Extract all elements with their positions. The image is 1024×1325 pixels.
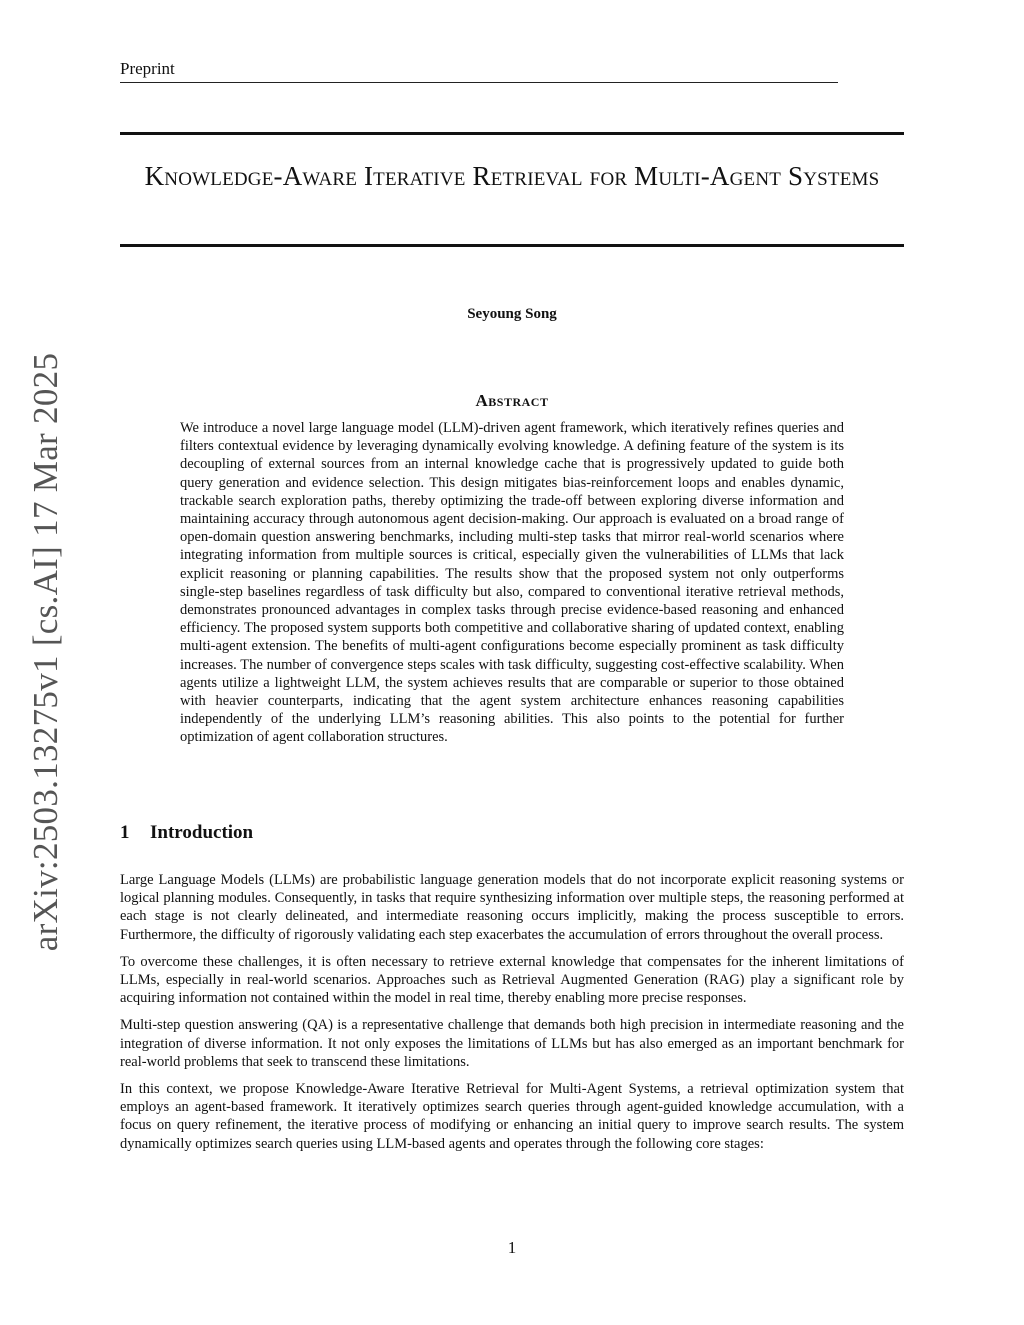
section-number: 1: [120, 822, 130, 843]
section-heading: [120, 822, 904, 844]
abstract-heading: Abstract: [475, 391, 549, 410]
section-title: Introduction: [150, 822, 254, 843]
title-rule-bottom: [120, 244, 904, 247]
arxiv-identifier[interactable]: arXiv:2503.13275v1 [cs.AI] 17 Mar 2025: [26, 352, 65, 952]
paper-title: Knowledge-Aware Iterative Retrieval for Multi-Agent Systems: [144, 161, 880, 191]
title-rule-top: [120, 132, 904, 135]
page-number: 1: [507, 1238, 517, 1257]
paragraph: Large Language Models (LLMs) are probabilistic language generation models that do not incorporate explicit reasoning systems or logical planning modules. Consequently, in tasks that require synthesizing information over multiple steps, the reasoning performed at each stage is not clearly delineated, and intermediate reasoning occurs implicitly, making the process susceptible to errors. Furthermore, the difficulty of rigorously validating each step exacerbates the accumulation of errors throughout the overall process.: [120, 872, 904, 943]
paragraph: In this context, we propose Knowledge-Aware Iterative Retrieval for Multi-Agent Systems, a retrieval optimization system that employs an agent-based framework. It iteratively optimizes search queries through agent-guided knowledge accumulation, with a focus on query refinement, the iterative process of modifying or enhancing an initial query to improve search results. The system dynamically optimizes search queries using LLM-based agents and operates through the following core stages:: [120, 1081, 904, 1152]
running-header: Preprint: [120, 58, 838, 83]
introduction-body: [120, 871, 904, 1162]
author-name: Seyoung Song: [467, 306, 557, 322]
paragraph: To overcome these challenges, it is often necessary to retrieve external knowledge that compensates for the inherent limitations of LLMs, especially in real-world scenarios. Approaches such as Retrieval Augmented Generation (RAG) play a significant role by acquiring information not contained within the model in real time, thereby enabling more precise responses.: [120, 953, 904, 1007]
paragraph: Multi-step question answering (QA) is a representative challenge that demands both high precision in intermediate reasoning and the integration of diverse information. It not only exposes the limitations of LLMs but has also emerged as an important benchmark for real-world problems that seek to transcend these limitations.: [120, 1017, 904, 1070]
abstract-text: We introduce a novel large language model (LLM)-driven agent framework, which iteratively refines queries and filters contextual evidence by leveraging dynamically evolving knowledge. A defining feature of the system is its decoupling of external sources from an internal knowledge cache that is progressively updated to guide both query generation and evidence selection. This design mitigates bias-reinforcement loops and enables dynamic, trackable search exploration paths, thereby optimizing the trade-off between exploring diverse information and maintaining accuracy through autonomous agent decision-making. Our approach is evaluated on a broad range of open-domain question answering benchmarks, including multi-step tasks that mirror real-world scenarios where integrating information from multiple sources is critical, especially given the vulnerabilities of LLMs that lack explicit reasoning or planning capabilities. The results show that the proposed system not only outperforms single-step baselines regardless of task difficulty but also, compared to conventional iterative retrieval methods, demonstrates pronounced advantages in complex tasks through precise evidence-based reasoning and enhanced efficiency. The proposed system supports both competitive and collaborative sharing of updated context, enabling multi-agent extension. The benefits of multi-agent configurations become especially prominent as task difficulty increases. The number of convergence steps scales with task difficulty, suggesting cost-effective scalability. When agents utilize a lightweight LLM, the system achieves results that are comparable or superior to those obtained with heavier counterparts, indicating that the agent system architecture enhances reasoning capabilities independently of the underlying LLM’s reasoning abilities. This also points to the potential for further optimization of agent collaboration structures.: [180, 420, 844, 746]
